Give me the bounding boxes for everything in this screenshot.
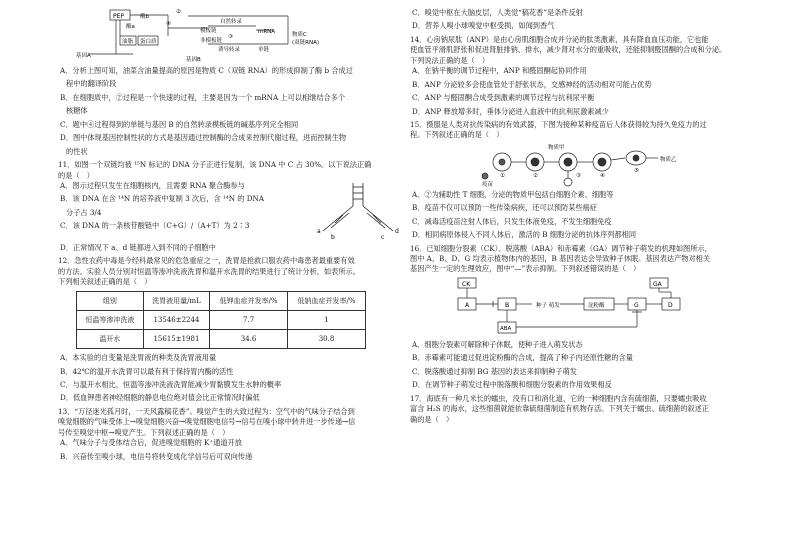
q13-stem-line3: 号传至嗅觉中枢→嗅觉产生。下列叙述正确的是（ ） [58, 427, 230, 437]
q12-data-table [76, 291, 366, 349]
q16-stem-line3: 基因产生一定的生理效应，图中“—”表示抑制。下列叙述错误的是（ ） [410, 264, 641, 274]
table-cell: 恒温等渗冲洗液 [77, 310, 144, 329]
q16-option-b: B．赤霉素可能通过促进淀粉酶的合成，提高了种子内还原性糖的含量 [412, 353, 633, 363]
fig-label-step3: ③ [228, 34, 233, 40]
q16-option-c: C．脱落酸通过抑制 BG 基因的表达来抑制种子萌发 [412, 366, 577, 376]
hormone-label-aba: ABA [500, 325, 512, 332]
q11-option-a: A．图示过程只发生在细胞核内，且需要 RNA 聚合酶参与 [60, 180, 245, 190]
table-cell: 15615±1981 [143, 329, 209, 348]
q11-option-b-line2: 分子占 3/4 [66, 207, 102, 217]
amylase-label: 淀粉酶 [588, 302, 605, 309]
q10-option-b-line1: B．在细胞质中，②过程是一个快速的过程，主要是因为一个 mRNA 上可以相继结合多个 [60, 92, 346, 102]
fig-label-dsrna: (双链RNA) [292, 40, 319, 46]
table-cell: 30.8 [288, 329, 366, 348]
q14-option-d: D．ANP 释放增多时，垂体分泌进入血液中的抗利尿激素减少 [412, 106, 609, 116]
q10-options [58, 66, 403, 157]
dna-label-c: c [381, 233, 385, 241]
immune-label-5: ⑤ [634, 167, 639, 174]
fig-label-step2: ② [176, 9, 181, 15]
table-cell: 温开水 [77, 329, 144, 348]
vaccine-immune-figure [410, 142, 755, 188]
fig-label-protein: 蛋白质 [140, 39, 157, 45]
question-14 [410, 35, 755, 117]
question-11 [58, 160, 403, 253]
fig-label-single-strand: 单链 [258, 47, 270, 53]
question-16 [410, 244, 755, 391]
q14-stem-line2: 使血管平滑肌舒张和促进肾脏排钠、排水，减少肾对水分的重吸收，还能抑制醛固酮的合成和分泌。 [410, 45, 727, 55]
q17-stem-line2: 富含 H₂S 的海水，这些细菌就能依靠硫细菌制造有机物存活。下列关于蠕虫、硫细菌的叙述正 [410, 404, 709, 414]
q13-option-d: D．营养人嗅小球嗅觉中枢受损，如闻到香气 [412, 21, 555, 31]
table-cell: 7.7 [210, 310, 288, 329]
dna-label-b: b [331, 233, 335, 241]
hormone-label-ck: CK [462, 280, 471, 288]
q12-stem-line2: 的方法。实验人员分别对恒温等渗冲洗液洗胃和温开水洗胃的结果进行了统计分析，如表所示。 [58, 266, 360, 276]
hormone-label-ga: GA [653, 280, 662, 288]
q15-option-c: C．减毒活疫苗注射人体后，只发生体液免疫，不发生细胞免疫 [412, 216, 612, 226]
fig-label-enzyme-a: 酶a [126, 24, 135, 30]
q11-option-c: C．该 DNA 的一条核苷酸链中（C+G）/（A+T）为 2∶3 [60, 221, 250, 231]
immune-label-substance-a: 物质甲 [548, 144, 565, 151]
fig-label-step4: ④ [166, 21, 171, 27]
immune-label-4: ④ [600, 172, 605, 179]
q12-option-c: C．与温开水相比，恒温等渗冲洗液洗胃能减少胃黏膜发生水肿的概率 [60, 379, 282, 389]
q13-stem-line2: 嗅觉细胞的气味受体上→嗅觉细胞兴奋→嗅觉细胞电信号→信号在嗅小球中转并进一步传递→信 [58, 417, 356, 427]
fig-label-gene-a: 基因A [76, 53, 91, 59]
fig-label-gene-b: 基因B [186, 57, 201, 63]
fig-label-mrna: mRNA [258, 29, 276, 35]
table-header-hypokalemia: 低钾血症并发率/% [210, 291, 288, 310]
dna-label-d: d [395, 227, 399, 235]
table-header-hyponatremia: 低钠血症并发率/% [288, 291, 366, 310]
gene-label-d: D [668, 301, 673, 309]
q15-stem-line1: 15．摄服是人类对抗传染病的有效武器，下图为接种某种疫苗后人体获得较为持久免疫力的过 [410, 119, 707, 129]
dna-label-a: a [317, 227, 321, 235]
fig-label-enzyme-b: 酶b [140, 14, 149, 20]
left-column [58, 8, 403, 465]
q16-stem-line1: 16．已知细胞分裂素（CK）、脱落酸（ABA）和赤霉素（GA）调节种子萌发的机理如图所示， [410, 243, 712, 253]
q14-option-c: C．ANP 与醛固酮合成受到激素的调节过程与抗利尿平衡 [412, 93, 595, 103]
q14-option-b: B．ANP 分泌较多会使血管处于舒张状态，交感神经的活动相对可能占优势 [412, 79, 652, 89]
q10-option-a-line2: 程中的翻译阶段 [66, 79, 117, 89]
q11-option-b-line1: B．该 DNA 在含 ¹⁴N 的培养液中复制 3 次后，含 ¹⁴N 的 DNA [60, 194, 265, 204]
table-row [77, 329, 366, 348]
gene-label-a: A [465, 301, 470, 309]
q13-option-c: C．嗅觉中枢在大脑皮层，人类觉“稿花香”是条件反射 [412, 8, 583, 17]
q14-option-a: A．在钠平衡的调节过程中，ANP 和醛固酮起协同作用 [412, 66, 587, 76]
q12-stem-line1: 12．急性农药中毒是今经科最常见的危急重症之一，洗胃是抢救口服农药中毒患者最重要有效 [58, 256, 355, 266]
q11-stem: 11．如图一个双链均被 ¹⁵N 标记的 DNA 分子正进行复制，该 DNA 中 C 占 30%。以下说法正确 [58, 160, 372, 170]
q13-option-b: B．兴奋传至嗅小球，电信号将转变成化学信号后可双向传递 [60, 451, 253, 461]
fig-label-template-strand: 模板链 [200, 28, 217, 34]
q10-option-d-line1: D．图中体现基因控制性状的方式是基因通过控制酶的合成来控制代谢过程，进而控制生物 [60, 133, 347, 143]
q15-option-d: D．相同病原体侵入不同人体后，激活的 B 细胞分泌的抗体序列都相同 [412, 230, 637, 240]
immune-label-3: ③ [576, 172, 581, 179]
q10-option-c: C．题中④过程得到的单链与基因 B 的自然转录模板链的碱基序列完全相同 [60, 119, 299, 129]
q16-option-a: A．细胞分裂素可解除种子休眠，使种子进入萌发状态 [412, 339, 583, 349]
q10-option-a-line1: A．分析上图可知，油菜含油量提高的原因是物质 C（双链 RNA）的形成抑制了酶 b 合成过 [60, 66, 353, 75]
q16-option-d: D．在调节种子萌发过程中脱落酸和细胞分裂素的作用效果相反 [412, 380, 612, 390]
table-header-volume: 洗胃液用量/mL [143, 291, 209, 310]
fig-label-substance-c: 物质C [292, 32, 307, 38]
seed-germination-figure [410, 276, 755, 338]
question-13 [58, 407, 403, 462]
question-17 [410, 394, 755, 425]
fig-label-non-template: 非模板链 [200, 38, 223, 44]
q13-option-a: A．气味分子与受体结合后，促进嗅觉细胞的 K⁺通道开放 [60, 438, 242, 448]
table-cell: 1 [288, 310, 366, 329]
dna-replication-figure [313, 181, 403, 243]
q11-option-d: D．正常情况下 a、d 链都进入到不同的子细胞中 [60, 242, 216, 252]
right-column [410, 8, 755, 428]
immune-label-substance-b: 物质乙 [660, 156, 677, 163]
q12-option-d: D．低血钾患者神经细胞的静息电位绝对值会比正常情况时偏低 [60, 393, 260, 403]
fig-label-oil: 油脂 [122, 39, 134, 45]
question-12 [58, 256, 403, 403]
q15-option-a: A．②为辅助性 T 细胞，分泌的物质甲包括白细胞介素、细胞等 [412, 189, 614, 199]
q12-stem-line3: 下列相关叙述正确的是（ ） [58, 277, 152, 287]
q10-option-d-line2: 的性状 [66, 146, 88, 156]
question-15 [410, 120, 755, 241]
q14-stem-line1: 14．心房钠尿肽（ANP）是由心房肌细胞合成并分泌的肽类激素，具有降血血压功能，它也能 [410, 34, 709, 44]
q16-stem-line2: 图中 A、B、D、G 均表示植物体内的基因，B 基因表达会导致种子休眠。基因表达产物对相关 [410, 254, 711, 263]
table-cell: 34.6 [210, 329, 288, 348]
immune-label-2: ② [533, 172, 538, 179]
fig-label-pep: PEP [113, 13, 125, 20]
gene-expression-figure [58, 8, 358, 66]
q17-stem-line1: 17．海底有一种几米长的蠕虫，没有口和消化道，它的一种细胞内含有硫细菌，只要蠕虫吸收 [410, 393, 707, 403]
q11-stem-2: 的是（ ） [58, 170, 94, 180]
table-cell: 13546±2244 [143, 310, 209, 329]
q15-option-b: B．疫苗不仅可以预防一些传染病疾，还可以预防某些癌症 [412, 203, 597, 213]
fig-label-natural-transcription: 自然转录 [220, 19, 243, 25]
q12-option-a: A．本实验的自变量是洗胃液的种类及洗胃液用量 [60, 353, 217, 363]
q12-option-b: B．42℃的温开水洗胃可以最有利于保持胃内酶的活性 [60, 366, 234, 376]
q10-option-b-line2: 核糖体 [66, 106, 88, 116]
q13-stem-line1: 13．“万径迷光孤月时，一天风露稿花香”。嗅觉产生的大致过程为：空气中的气味分子结合到 [58, 406, 355, 416]
table-row [77, 310, 366, 329]
seed-germination-label: 种子 萌发 [536, 302, 560, 309]
gene-label-b: B [505, 301, 510, 309]
table-header-group: 组别 [77, 291, 144, 310]
q17-stem-line3: 确的是（ ） [410, 414, 454, 424]
q15-stem-line2: 程。下列叙述正确的是（ ） [410, 130, 504, 140]
q14-stem-line3: 下列说法正确的是（ ） [410, 55, 490, 65]
gene-label-g: G [634, 301, 639, 309]
immune-label-1: ① [500, 172, 505, 179]
table-header-row [77, 291, 366, 310]
fig-label-induced-transcription: 诱导转录 [218, 47, 241, 53]
immune-label-vaccine: 疫苗 [482, 181, 494, 188]
